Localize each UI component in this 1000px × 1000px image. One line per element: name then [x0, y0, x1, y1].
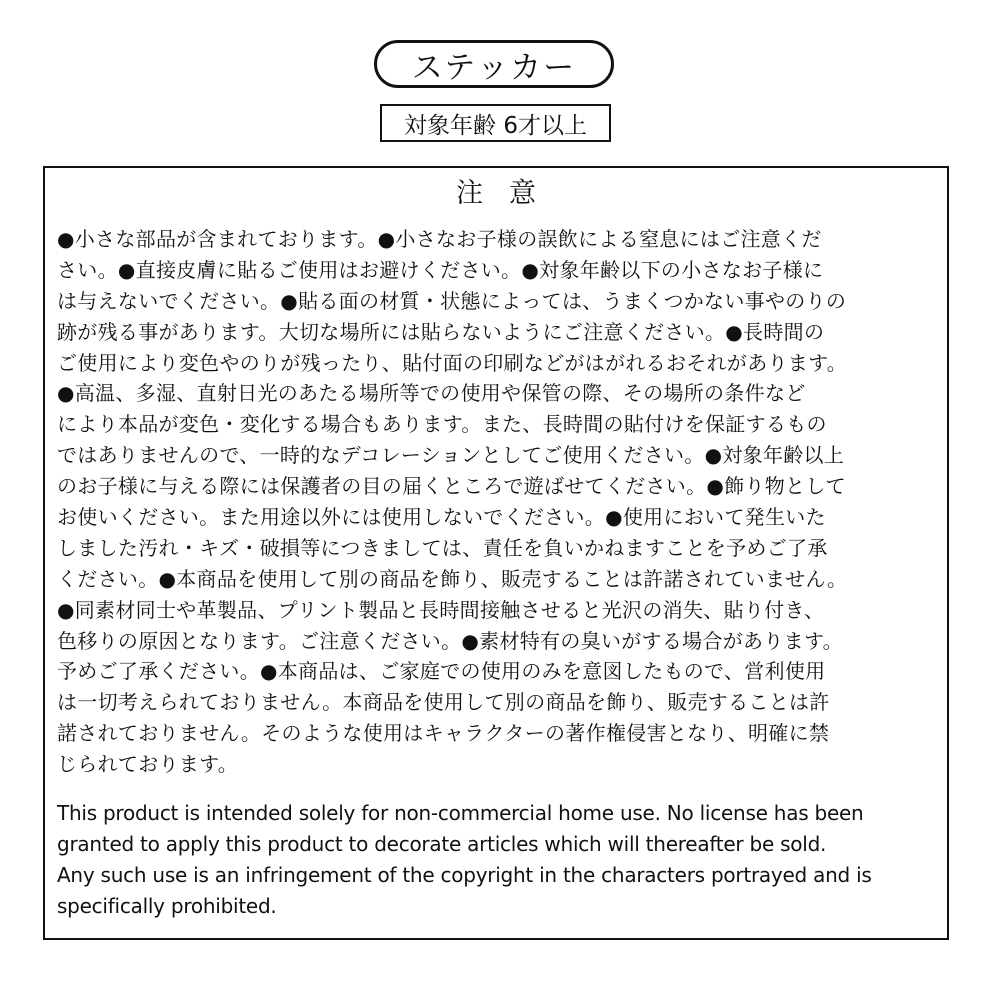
notice-line: 諾されておりません。そのような使用はキャラクターの著作権侵害となり、明確に禁 — [57, 721, 830, 746]
notice-line-english: This product is intended solely for non-commercial home use. No license has been — [57, 801, 864, 825]
product-type-text: ステッカー — [411, 49, 577, 86]
notice-line: しました汚れ・キズ・破損等につきましては、責任を負いかねますことを予めご了承 — [57, 535, 828, 560]
notice-line: は与えないでください。●貼る面の材質・状態によっては、うまくつかない事やのりの — [57, 288, 847, 313]
notice-line: お使いください。また用途以外には使用しないでください。●使用において発生いた — [57, 505, 826, 530]
notice-line: 色移りの原因となります。ご注意ください。●素材特有の臭いがする場合があります。 — [57, 628, 843, 653]
notice-box — [43, 166, 949, 940]
notice-japanese-text — [57, 224, 937, 780]
age-recommendation-box — [380, 104, 611, 142]
notice-line: ●高温、多湿、直射日光のあたる場所等での使用や保管の際、その場所の条件など — [57, 381, 806, 406]
notice-english-text — [57, 798, 942, 922]
notice-line: ではありませんので、一時的なデコレーションとしてご使用ください。●対象年齢以上 — [57, 443, 845, 468]
product-type-label — [374, 40, 614, 88]
notice-line: により本品が変色・変化する場合もあります。また、長時間の貼付けを保証するもの — [57, 412, 827, 437]
age-recommendation-text: 対象年齢 6才以上 — [404, 112, 587, 139]
notice-line-english: granted to apply this product to decorate articles which will thereafter be sold. — [57, 832, 827, 856]
notice-line: 予めご了承ください。●本商品は、ご家庭での使用のみを意図したもので、営利使用 — [57, 659, 826, 684]
notice-line: のお子様に与える際には保護者の目の届くところで遊ばせてください。●飾り物として — [57, 474, 846, 499]
notice-line: 跡が残る事があります。大切な場所には貼らないようにご注意ください。●長時間の — [57, 319, 825, 344]
notice-line: は一切考えられておりません。本商品を使用して別の商品を飾り、販売することは許 — [57, 690, 830, 715]
notice-line: ●同素材同士や革製品、プリント製品と長時間接触させると光沢の消失、貼り付き、 — [57, 597, 825, 622]
notice-line: ご使用により変色やのりが残ったり、貼付面の印刷などがはがれるおそれがあります。 — [57, 350, 848, 375]
notice-line: ●小さな部品が含まれております。●小さなお子様の誤飲による窒息にはご注意くだ — [57, 227, 822, 251]
notice-line-english: Any such use is an infringement of the copyright in the characters portrayed and is — [57, 863, 872, 887]
notice-line: さい。●直接皮膚に貼るご使用はお避けください。●対象年齢以下の小さなお子様に — [57, 257, 824, 282]
notice-line: ください。●本商品を使用して別の商品を飾り、販売することは許諾されていません。 — [57, 566, 848, 591]
notice-line: じられております。 — [57, 752, 239, 777]
notice-line-english: specifically prohibited. — [57, 894, 277, 918]
notice-title: 注意 — [456, 178, 562, 209]
